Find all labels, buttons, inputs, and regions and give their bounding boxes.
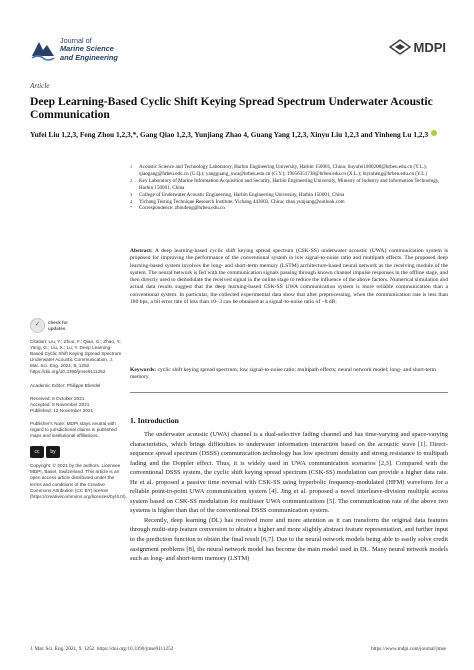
published-date: Published: 12 November 2021 — [30, 407, 94, 413]
abstract-text: A deep learning-based cyclic shift keying spread spectrum (CSK-SS) underwater acoustic (UWA) communication system is proposed for improving the performance of the conventional system in low signal-to-noise ratio and multipath effects. The proposed deep learning-based system involves the long- and short-term memory (LSTM) architecture-based neural network as the receiving module of the system. The neural network is fed with the communication signals passing through known channel impulse responses in the offline stage, and then directly used to demodulate the received signal in the online stage to reduce the influence of the above factors. Numerical simulation and actual data results suggest that the deep learning-based CSK-SS UWA communication system is more reliable communication than a conventional system. In particular, the collected experimental data show that after preprocessing, when the communication rate is less than 180 bps, a bit error rate of less than 10−3 can be obtained at a signal-to-noise ratio of −8 dB. — [130, 248, 448, 305]
author-list — [30, 129, 450, 140]
footer-citation[interactable]: J. Mar. Sci. Eng. 2021, 9, 1252. https://doi.org/10.3390/jmse9111252 — [30, 646, 174, 652]
abstract-label: Abstract: — [130, 248, 153, 254]
check-updates-button[interactable]: ✓ check for updates — [30, 318, 122, 333]
section-heading: 1. Introduction — [130, 416, 179, 425]
copyright: Copyright: © 2021 by the authors. Licensee MDPI, Basel, Switzerland. This article is an open access article distributed under the terms and conditions of the Creative Commons Attribution (CC BY) license (https://creativecommons.org/licenses/by/4.0/). — [30, 463, 127, 499]
keywords-text: cyclic shift keying spread spectrum; low signal-to-noise ratio; multipath effects; neural network model; long- and short-term memory — [130, 367, 436, 381]
citation: Citation: Liu, Y.; Zhou, F.; Qiao, G.; Zhao, Y.; Yang, G.; Liu, X.; Lu, Y. Deep Learning-Based Cyclic Shift Keying Spread Spectrum Underwater Acoustic Communication. J. Mar. Sci. Eng. 2021, 9, 1252. https://doi.org/10.3390/jmse9111252 — [30, 339, 122, 375]
journal-name — [60, 37, 118, 62]
journal-name-line3: and Engineering — [60, 52, 118, 62]
publisher-logo[interactable] — [389, 39, 447, 55]
correspondence: * Correspondence: zhoufeng@hrbeu.edu.cn — [130, 205, 225, 212]
footer-journal-link[interactable]: https://www.mdpi.com/journal/jmse — [371, 646, 446, 652]
introduction-body — [130, 430, 448, 564]
affiliation-item: 1 Acoustic Science and Technology Laboratory, Harbin Engineering University, Harbin 150001, China; liuyufei1000208@hrbeu.edu.cn (Y.L.); qiaogang@hrbeu.edu.cn (G.Q.); yangguang_uwa@hrbeu.edu.cn (G.Y.); 19056351738@hrbeu.edu.cn (X.L.); luyinheng@hrbeu.edu.cn (Y.L.) — [130, 164, 428, 177]
author-names: Yufei Liu 1,2,3, Feng Zhou 1,2,3,*, Gang Qiao 1,2,3, Yunjiang Zhao 4, Guang Yang 1,2,3, Xinyu Liu 1,2,3 and Yinheng Lu 1,2,3 — [30, 130, 429, 139]
journal-name-line2: Marine Science — [60, 44, 114, 54]
check-updates-icon: ✓ — [30, 318, 45, 333]
journal-name-line1: Journal of — [60, 36, 92, 45]
cc-license-badge[interactable] — [30, 446, 122, 458]
affiliations — [130, 164, 448, 212]
paragraph: Recently, deep learning (DL) has received more and more attention as it can transform the original data features through multi-step feature conversion to obtain a higher and more slightly abstract feature representation, and further input to the prediction function to obtain the final result [6,7]. Due to the neural network models being able to easily solve credit assignment problems [8], the neural network model has become the main model used in DL. Many neural network models such as long- and short-term memory (LSTM) — [130, 516, 448, 563]
affiliation-item: 2 Key Laboratory of Marine Information Acquisition and Security, Harbin Engineering University, Ministry of Industry and Information Technology, Harbin 150001, China — [130, 177, 440, 191]
cc-icon: cc — [30, 446, 44, 458]
publisher-note: Publisher's Note: MDPI stays neutral with regard to jurisdictional claims in published maps and institutional affiliations. — [30, 420, 117, 439]
received-date: Received: 6 October 2021 — [30, 395, 85, 401]
affiliation-item: 3 College of Underwater Acoustic Engineering, Harbin Engineering University, Harbin 150001, China — [130, 191, 345, 198]
academic-editor: Academic Editor: Philippe Blondel — [30, 382, 101, 388]
journal-logo-icon — [30, 36, 56, 62]
article-type: Article — [30, 82, 50, 90]
affiliation-item: 4 Yichang Testing Technique Research Institute, Yichang 443003, China; zhao.yunjiang@outlook.com — [130, 198, 345, 205]
publisher-name: MDPI — [413, 39, 446, 55]
divider — [130, 392, 448, 393]
accepted-date: Accepted: 8 November 2021 — [30, 401, 90, 407]
by-icon: by — [46, 446, 60, 458]
abstract — [130, 248, 448, 306]
keywords — [130, 367, 448, 382]
sidebar — [30, 318, 127, 500]
paper-title: Deep Learning-Based Cyclic Shift Keying Spread Spectrum Underwater Acoustic Communication — [30, 95, 433, 122]
mdpi-logo-icon — [389, 39, 411, 55]
keywords-label: Keywords: — [130, 367, 157, 373]
orcid-icon[interactable] — [431, 130, 437, 136]
paragraph: The underwater acoustic (UWA) channel is a dual-selective fading channel and has time-varying and space-varying characteristics, which brings difficulties to underwater information interaction based on the acoustic wave [1]. Direct-sequence spread spectrum (DSSS) communication technology has low spectrum density and strong resistance to multipath fading and the Doppler effect. Thus, it is widely used in UWA communication scenarios [2,3]. Compared with the conventional DSSS system, the cyclic shift keying spread spectrum (CSK-SS) modulation can provide a higher data rate. He et al. proposed a passive time reversal with CSK-SS using hyperbolic frequency-modulated (HFM) waveform for a reliable point-to-point UWA communication system [4]. Jing et al. proposed a novel interleave-division multiple access system based on CSK-SS modulation for multiuser UWA communications [5]. The communication rate of the above two systems is higher than that of the conventional DSSS communication system. — [130, 431, 448, 515]
